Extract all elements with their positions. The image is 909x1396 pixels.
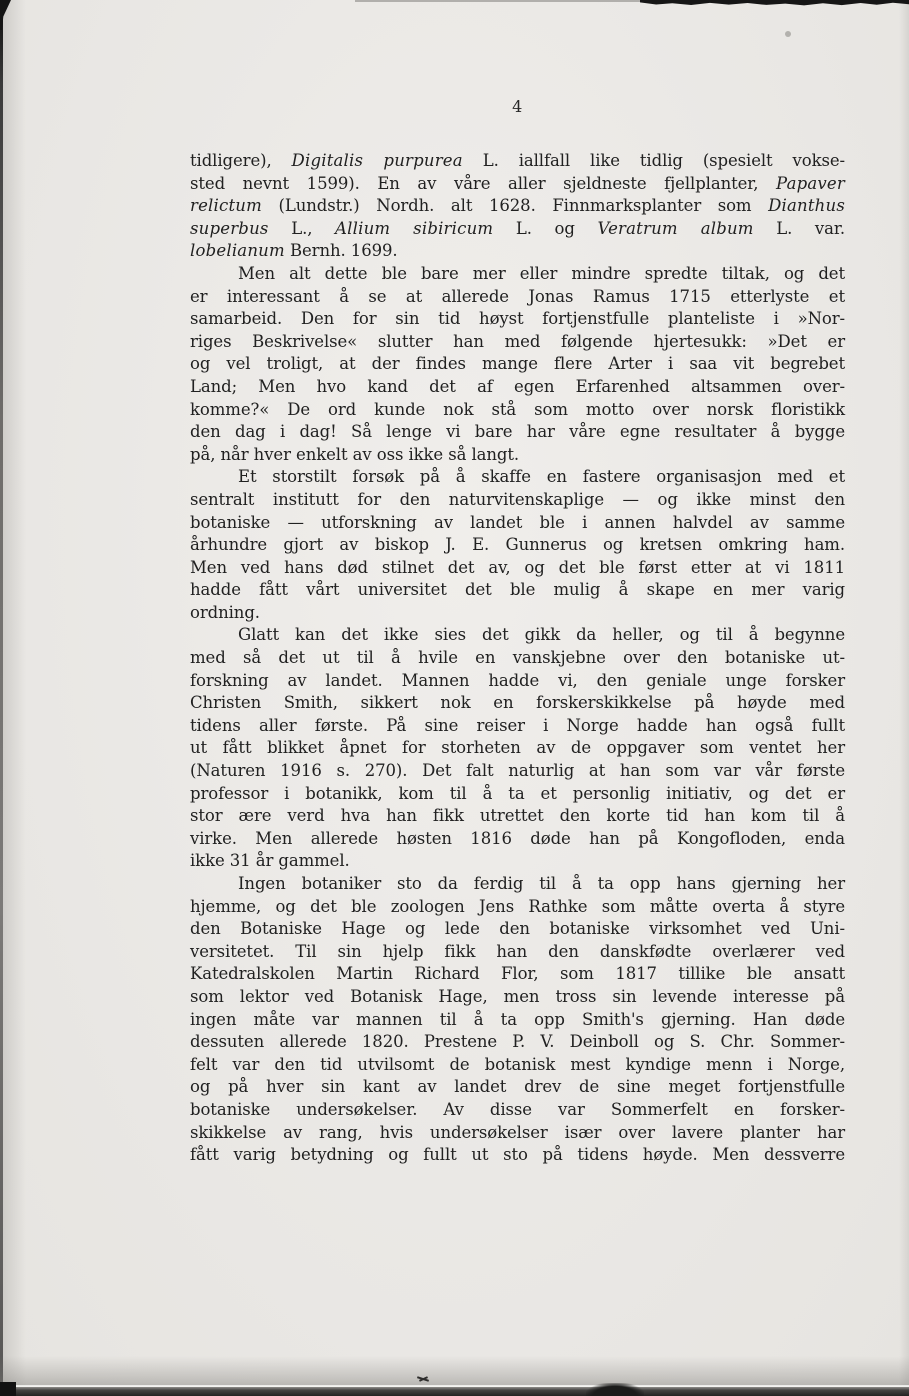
text-line: sentralt institutt for den naturvitenskaplige — og ikke minst den: [190, 489, 845, 509]
text-line: versitetet. Til sin hjelp fikk han den danskfødte overlærer ved: [190, 941, 845, 961]
text-line: Et storstilt forsøk på å skaffe en fastere organisasjon med et: [238, 467, 845, 487]
species-name-italic: Papaver: [776, 173, 845, 193]
text-line: den Botaniske Hage og lede den botaniske virksomhet ved Uni-: [190, 919, 845, 939]
species-name-italic: lobelianum: [190, 241, 285, 261]
text-line: ordning.: [190, 602, 260, 622]
text-line: felt var den tid utvilsomt de botanisk mest kyndige menn i Norge,: [190, 1054, 845, 1074]
text-line: tidens aller første. På sine reiser i Norge hadde han også fullt: [190, 715, 845, 735]
species-name-italic: Digitalis purpurea: [291, 151, 463, 170]
text-line: er interessant å se at allerede Jonas Ramus 1715 etterlyste et: [190, 286, 845, 306]
species-name-italic: Veratrum album: [597, 218, 754, 238]
smudge-mark: [416, 1374, 430, 1384]
text-segment: Bernh. 1699.: [284, 241, 398, 261]
ink-blot: [586, 1383, 644, 1396]
text-segment: (Lundstr.) Nordh. alt 1628. Finnmarksplanter som: [261, 196, 769, 216]
text-line: komme?« De ord kunde nok stå som motto over norsk floristikk: [190, 399, 845, 419]
text-line: [190, 240, 845, 263]
text-line: stor ære verd hva han fikk utrettet den korte tid han kom til å: [190, 806, 845, 826]
species-name-italic: relictum: [190, 196, 262, 216]
text-line: hadde fått vårt universitet det ble mulig å skape en mer varig: [190, 580, 845, 600]
paper-speck: [785, 31, 791, 37]
text-line: [190, 150, 845, 173]
text-line: fått varig betydning og fullt ut sto på tidens høyde. Men dessverre: [190, 1145, 845, 1165]
text-segment: sted nevnt 1599). En av våre aller sjeldneste fjellplanter,: [190, 173, 777, 193]
text-line: på, når hver enkelt av oss ikke så langt.: [190, 444, 520, 464]
text-line: virke. Men allerede høsten 1816 døde han på Kongofloden, enda: [190, 828, 845, 848]
text-segment: L. og: [493, 218, 598, 238]
text-line: og på hver sin kant av landet drev de sine meget fortjenstfulle: [190, 1077, 845, 1097]
text-line: professor i botanikk, kom til å ta et personlig initiativ, og det er: [190, 783, 845, 803]
text-segment: L. iallfall like tidlig (spesielt vokse-: [462, 151, 845, 170]
page-number: 4: [512, 97, 523, 116]
text-line: Men alt dette ble bare mer eller mindre spredte tiltak, og det: [238, 263, 845, 283]
text-segment: tidligere),: [190, 151, 292, 170]
scan-edge-top-dark: [640, 0, 909, 6]
text-line: hjemme, og det ble zoologen Jens Rathke som måtte overta å styre: [190, 896, 845, 916]
scan-edge-top-faint: [355, 0, 655, 2]
paper-shading-left: [0, 0, 26, 1396]
text-line: [190, 195, 845, 218]
text-line: riges Beskrivelse« slutter han med følgende hjertesukk: »Det er: [190, 331, 845, 351]
text-line: dessuten allerede 1820. Prestene P. V. Deinboll og S. Chr. Sommer-: [190, 1032, 845, 1052]
scan-corner-bottom-left: [0, 1382, 16, 1396]
text-line: Christen Smith, sikkert nok en forskerskikkelse på høyde med: [190, 693, 845, 713]
text-line: Ingen botaniker sto da ferdig til å ta opp hans gjerning her: [238, 874, 845, 893]
text-line: den dag i dag! Så lenge vi bare har våre egne resultater å bygge: [190, 422, 845, 442]
text-block: [190, 150, 845, 1167]
text-line: (Naturen 1916 s. 270). Det falt naturlig at han som var vår første: [190, 761, 845, 781]
text-line: som lektor ved Botanisk Hage, men tross sin levende interesse på: [190, 986, 845, 1006]
species-name-italic: Dianthus: [768, 196, 845, 216]
scan-bottom-shadow: [0, 1356, 909, 1386]
scan-bottom-band: [0, 1387, 909, 1396]
text-segment: L. var.: [753, 218, 846, 238]
text-line: samarbeid. Den for sin tid høyst fortjenstfulle planteliste i »Nor-: [190, 309, 845, 329]
species-name-italic: superbus: [190, 218, 269, 238]
text-segment: L.,: [268, 218, 336, 238]
text-line: forskning av landet. Mannen hadde vi, den geniale unge forsker: [190, 670, 845, 690]
text-line: botaniske undersøkelser. Av disse var Sommerfelt en forsker-: [190, 1099, 845, 1119]
paper-shading-right: [899, 0, 909, 1396]
text-line: botaniske — utforskning av landet ble i annen halvdel av samme: [190, 512, 845, 532]
text-line: [190, 173, 845, 196]
text-line: [190, 218, 845, 241]
text-line: århundre gjort av biskop J. E. Gunnerus og kretsen omkring ham.: [190, 535, 845, 555]
text-line: ut fått blikket åpnet for storheten av de oppgaver som ventet her: [190, 738, 845, 758]
text-line: ikke 31 år gammel.: [190, 851, 350, 871]
text-line: Land; Men hvo kand det af egen Erfarenhed altsammen over-: [190, 376, 845, 396]
text-line: Katedralskolen Martin Richard Flor, som 1817 tillike ble ansatt: [190, 964, 845, 984]
text-line: og vel troligt, at der findes mange flere Arter i saa vit begrebet: [190, 354, 845, 374]
scan-edge-left: [0, 0, 3, 1396]
species-name-italic: Allium sibiricum: [335, 218, 494, 238]
text-line: Glatt kan det ikke sies det gikk da heller, og til å begynne: [238, 625, 845, 645]
text-line: Men ved hans død stilnet det av, og det ble først etter at vi 1811: [190, 557, 845, 577]
text-line: med så det ut til å hvile en vanskjebne over den botaniske ut-: [190, 648, 845, 668]
text-line: skikkelse av rang, hvis undersøkelser især over lavere planter har: [190, 1122, 845, 1142]
text-line: ingen måte var mannen til å ta opp Smith's gjerning. Han døde: [190, 1009, 845, 1029]
